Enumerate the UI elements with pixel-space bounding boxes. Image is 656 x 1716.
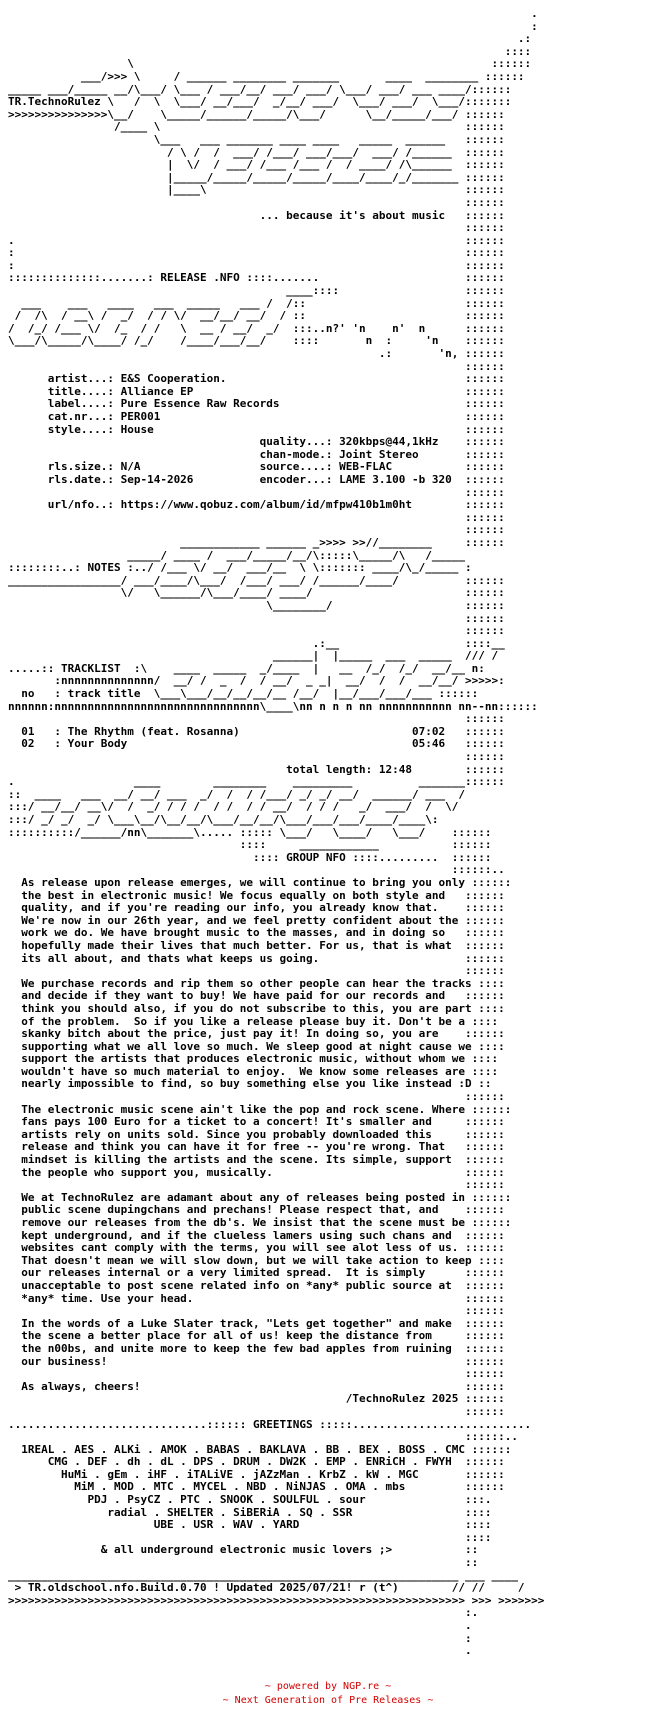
footer <box>0 1680 656 1708</box>
footer-tagline: ~ Next Generation of Pre Releases ~ <box>222 1695 434 1706</box>
nfo-text: . : .: :::: \ :::::: ___/>>> \ / ______ ________ _______ ____ ________ :::::: _____ ___/_____ __/\___/ \___ / ___/__/ ___/ ___/ \___/ ___/ ___ ____/:::::: TR.TechnoRulez \ / \ \___/ __/___/ _/__/ ___/ \___/ ___/ \___/::::::: >>>>>>>>>>>>>>>\__/ \_____/______/_____/\___/ \__/_____/___/ :::::: /____ \ :::::: \___ ___ _______ ____ ____ _____ ______ :::::: / \ / / ___/ /___/ ___/___/ ___/ /______ :::::: | \/ / ___/ /___ /___ / / ____/ /\______ :::::: |_____/_____/_____/_____/____/____/_/_______ :::::: |____\ :::::: :::::: ... because it's about music :::::: :::::: . :::::: : :::::: : :::::: ::::::::::::::.......: RELEASE .NFO ::::....... :::::: ____:::: :::::: ___ ___ ____ ___ _____ ___ / /:: :::::: / /\ / __\ / _/ / / \/ __/__/ __/ / :: :::::: / /_/ /___ \/ /_ / / \ __ / __/ _/ :::..n?' 'n n' n :::::: \___/\_____/\____/ /_/ /____/___/__/ :::: n : 'n :::::: .: 'n, :::::: :::::: artist...: E&S Cooperation. :::::: title....: Alliance EP :::::: label....: Pure Essence Raw Records :::::: cat.nr...: PER001 :::::: style....: House :::::: quality...: 320kbps@44,1kHz :::::: chan-mode.: Joint Stereo :::::: rls.size.: N/A source....: WEB-FLAC :::::: rls.date.: Sep-14-2026 encoder...: LAME 3.100 -b 320 :::::: :::::: url/nfo..: https://www.qobuz.com/album/id/mfpw410b1m0ht :::::: :::::: :::::: ____________ ______ _>>>> >>//________ :::::: _____/ ____ / ___/_____/__/\:::::\_____/\ /_____ ::::::::..: NOTES :../ /___ \/ __/ ___/__ \ \::::::: ____/\_/_____ : _________________/ ___/____/\___/ /___/ ___/ /______/____/ :::::: \/ \______/\___/____/ ____/ :::::: \________/ :::::: :::::: :::::: .:__ ::::__ ______| |_____ ___ _____ /// / .....:: TRACKLIST :\ ____ _____ _/____ | __ /_/ /_/ __/__ n: :nnnnnnnnnnnnnn/ __/ / _ / / __/ _ _| __/ / / __/__/ >>>>>: no : track title \___\___/__/__/__/__ /__/ |__/___/___/___ :::::: nnnnnn:nnnnnnnnnnnnnnnnnnnnnnnnnnnnnnn\____\nn n n n nn nnnnnnnnnnn nn--nn:::::: :::::: 01 : The Rhythm (feat. Rosanna) 07:02 :::::: 02 : Your Body 05:46 :::::: :::::: total length: 12:48 :::::: . ____ ________ _________ _______:::::: :: ____ ___ __/ __/ ___ _/ / / /___/ _/ _/ __/ ______/ ___ / :::/ __/__/ __\/ / _/ / / / / / / / __/ / / / _/ ___/ / \/ :::/ _/ _/ _/ \___\__/\__/__/\___/__/__/\___/___/___/____/____\: ::::::::::/______/nn\_______\..... ::::: \___/ \____/ \___/ :::::: :::: ____________ :::::: :::: GROUP NFO ::::......... :::::: ::::::.. As release upon release emerges, we will continue to bring you only :::::: the best in electronic music! We focus equally on both style and :::::: quality, and if you're reading our info, you already know that. :::::: We're now in our 26th year, and we feel pretty confident about the :::::: work we do. We have brought music to the masses, and in doing so :::::: hopefully made their lives that much better. For us, that is what :::::: its all about, and thats what keeps us going. :::::: :::::: We purchase records and rip them so other people can hear the tracks :::: and decide if they want to buy! We have paid for our records and :::::: think you should also, if you do not subscribe to this, you are part :::: of the problem. So if you like a release please buy it. Don't be a :::: skanky bitch about the price, just pay it! In doing so, you are :::::: supporting what we all love so much. We sleep good at night cause we :::: support the artists that produces electronic music, without whom we :::: wouldn't have so much material to enjoy. We know some releases are :::: nearly impossible to find, so buy something else you like instead :D :: :::::: The electronic music scene ain't like the pop and rock scene. Where :::::: fans pays 100 Euro for a ticket to a concert! It's smaller and :::::: artists rely on units sold. Since you probably downloaded this :::::: release and think you can have it for free -- you're wrong. That :::::: mindset is killing the artists and the scene. Its simple, support :::::: the people who support you, musically. :::::: :::::: We at TechnoRulez are adamant about any of releases being posted in :::::: public scene dupingchans and prechans! Please respect that, and :::::: remove our releases from the db's. We insist that the scene must be :::::: kept underground, and if the clueless lamers using such chans and :::::: websites cant comply with the terms, you will see alot less of us. :::::: That doesn't mean we will slow down, but we will take action to keep :::: our releases internal or a very limited spread. It is simply :::::: unacceptable to post scene related info on *any* public source at :::::: *any* time. Use your head. :::::: :::::: In the words of a Luke Slater track, "Lets get together" and make :::::: the scene a better place for all of us! keep the distance from :::::: the n00bs, and unite more to keep the few bad apples from ruining :::::: our business! :::::: :::::: As always, cheers! :::::: /TechnoRulez 2025 :::::: :::::: ..............................:::::: GREETINGS :::::........................... ::::::.. 1REAL . AES . ALKi . AMOK . BABAS . BAKLAVA . BB . BEX . BOSS . CMC :::::: CMG . DEF . dh . dL . DPS . DRUM . DW2K . EMP . ENRiCH . FWYH :::::: HuMi . gEm . iHF . iTALiVE . jAZzMan . KrbZ . kW . MGC :::::: MiM . MOD . MTC . MYCEL . NBD . NiNJAS . OMA . mbs :::::: PDJ . PsyCZ . PTC . SNOOK . SOULFUL . sour :::. radial . SHELTER . SiBERiA . SQ . SSR :::: UBE . USR . WAV . YARD :::: :::: & all underground electronic music lovers ;> :: :: ____________________________________________________________________ ___ ____ > TR.oldschool.nfo.Build.0.70 ! Updated 2025/07/21! r (t^) // // / >>>>>>>>>>>>>>>>>>>>>>>>>>>>>>>>>>>>>>>>>>>>>>>>>>>>>>>>>>>>>>>>>>>>> >>> >>>>>>> :. . : . <box>8 8 545 1658</box>
footer-powered-by[interactable]: ~ powered by NGP.re ~ <box>264 1681 392 1692</box>
